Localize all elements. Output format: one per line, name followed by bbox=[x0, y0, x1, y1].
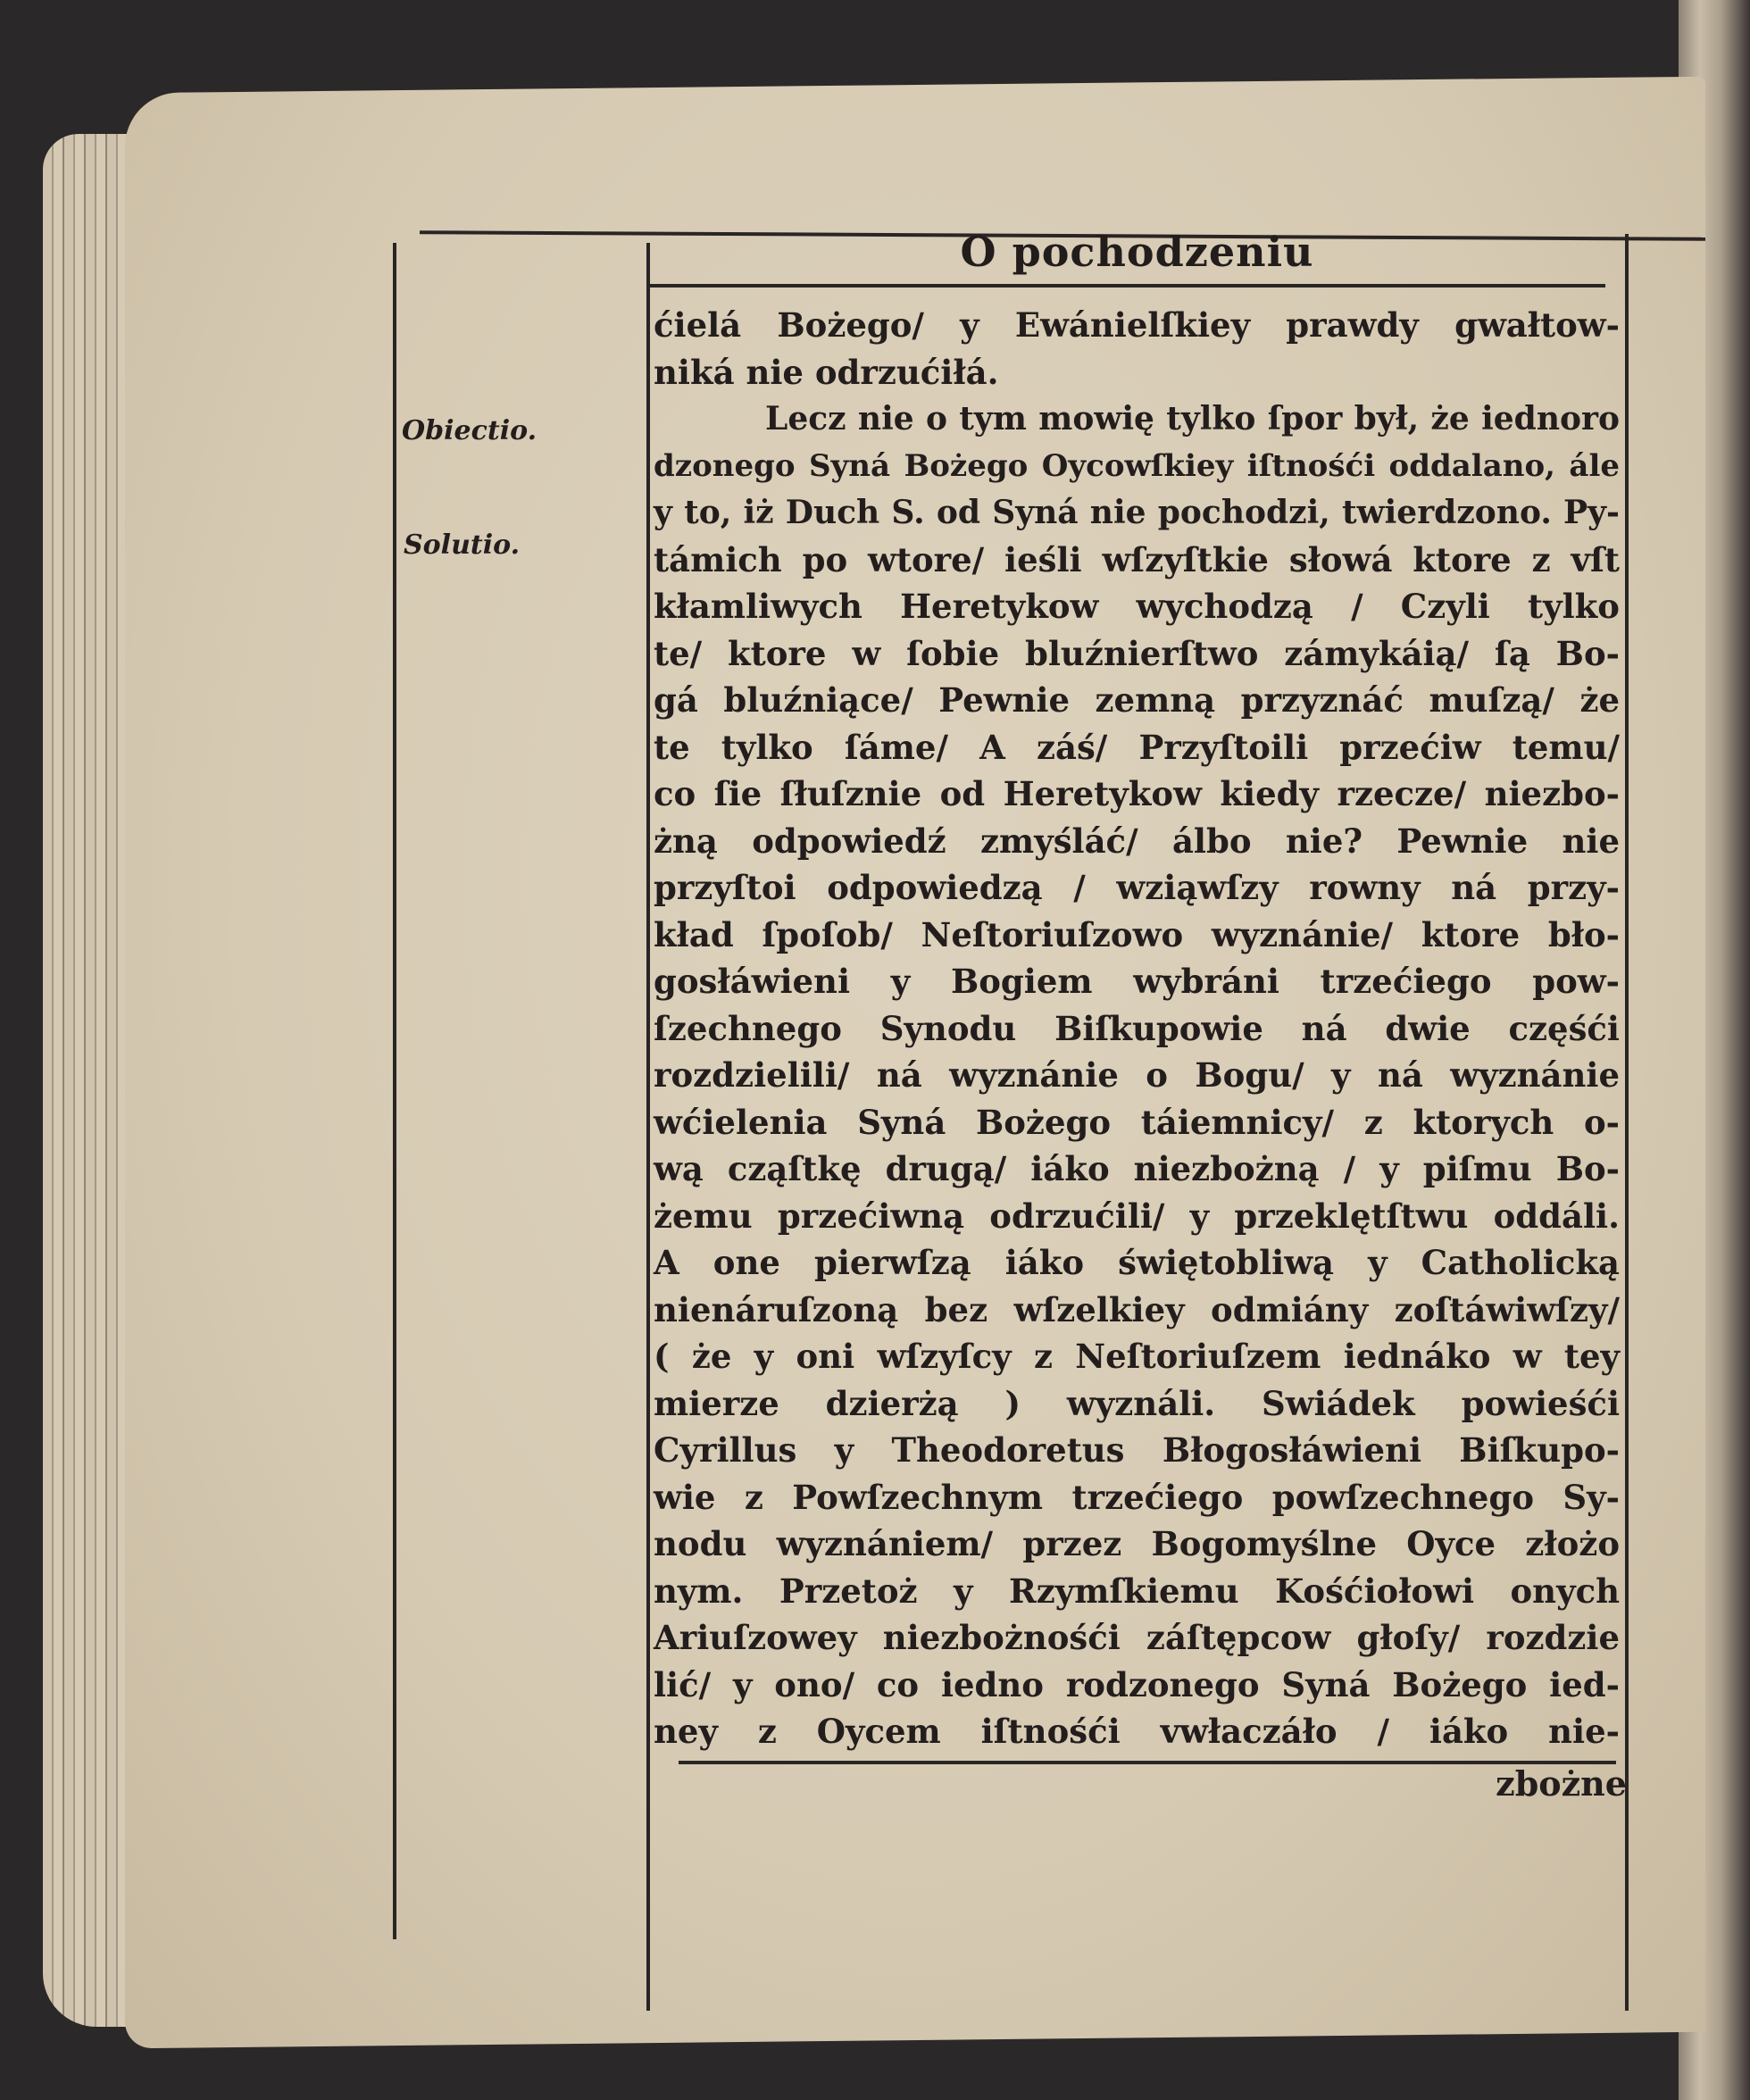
margin-column-left-line bbox=[393, 243, 396, 1939]
header-underline bbox=[650, 284, 1605, 288]
margin-note-solutio: Solutio. bbox=[404, 529, 521, 561]
text-line: ćielá Bożego/ y Ewánielſkiey prawdy gwałtow- bbox=[654, 305, 1620, 345]
text-line: wą cząſtkę drugą/ iáko niezbożną / y piſmu Bo- bbox=[654, 1149, 1620, 1188]
text-line: te tylko ſáme/ A záś/ Przyſtoili przećiw temu/ bbox=[654, 727, 1620, 767]
text-line: kłamliwych Heretykow wychodzą / Czyli tylko bbox=[654, 587, 1620, 626]
text-line: dzonego Syná Bożego Oycowſkiey iſtnośći oddalano, ále bbox=[654, 447, 1620, 484]
text-line: támich po wtore/ ieśli wſzyſtkie słowá ktore z vſt bbox=[654, 539, 1620, 579]
text-line: wćielenia Syná Bożego táiemnicy/ z ktorych o- bbox=[654, 1102, 1620, 1142]
text-line: przyſtoi odpowiedzą / wziąwſzy rowny ná przy- bbox=[654, 868, 1620, 907]
text-line: A one pierwſzą iáko świętobliwą y Catholicką bbox=[654, 1243, 1620, 1282]
margin-note-obiectio: Obiectio. bbox=[402, 415, 538, 446]
text-line: lić/ y ono/ co iedno rodzonego Syná Bożego ied- bbox=[654, 1664, 1620, 1704]
text-line: kład ſpoſob/ Neſtoriuſzowo wyznánie/ ktore bło- bbox=[654, 914, 1620, 954]
text-line: y to, iż Duch S. od Syná nie pochodzi, twierdzono. Py- bbox=[654, 494, 1620, 531]
text-line: gosłáwieni y Bogiem wybráni trzećiego pow- bbox=[654, 962, 1620, 1001]
running-header: O pochodzeniu bbox=[960, 228, 1314, 276]
body-text bbox=[654, 302, 1620, 1755]
text-column-left-line bbox=[646, 243, 650, 2011]
text-line: Ariuſzowey niezbożnośći záſtępcow głoſy/ rozdzie bbox=[654, 1618, 1620, 1657]
bottom-rule bbox=[679, 1761, 1616, 1764]
text-line: ( że y oni wſzyſcy z Neſtoriuſzem iednáko w tey bbox=[654, 1337, 1620, 1376]
text-line: żną odpowiedź zmyśláć/ álbo nie? Pewnie nie bbox=[654, 821, 1620, 861]
text-line: ſzechnego Synodu Biſkupowie ná dwie częśći bbox=[654, 1008, 1620, 1048]
catchword: zbożne bbox=[1496, 1763, 1627, 1804]
text-line: te/ ktore w ſobie bluźnierſtwo zámykáią/ ſą Bo- bbox=[654, 633, 1620, 673]
text-line: rozdzielili/ ná wyznánie o Bogu/ y ná wyznánie bbox=[654, 1055, 1620, 1095]
text-line: nodu wyznániem/ przez Bogomyślne Oyce złożo bbox=[654, 1524, 1620, 1563]
text-line: ney z Oycem iſtnośći vwłaczáło / iáko nie- bbox=[654, 1712, 1620, 1751]
text-column-right-line bbox=[1625, 234, 1629, 2011]
text-line: nienáruſzoną bez wſzelkiey odmiány zoſtáwiwſzy/ bbox=[654, 1289, 1620, 1329]
text-line: co ſie ſłuſznie od Heretykow kiedy rzecze/ niezbo- bbox=[654, 774, 1620, 813]
text-line: nym. Przetoż y Rzymſkiemu Kośćiołowi onych bbox=[654, 1571, 1620, 1611]
text-line: wie z Powſzechnym trzećiego powſzechnego Sy- bbox=[654, 1477, 1620, 1517]
text-line: niká nie odrzućiłá. bbox=[654, 352, 999, 392]
text-line: Cyrillus y Theodoretus Błogosłáwieni Biſkupo- bbox=[654, 1430, 1620, 1470]
text-line: żemu przećiwną odrzućili/ y przeklętſtwu oddáli. bbox=[654, 1196, 1620, 1236]
text-line: Lecz nie o tym mowię tylko ſpor był, że iednoro bbox=[765, 400, 1620, 438]
text-line: mierze dzierżą ) wyználi. Swiádek powieśći bbox=[654, 1383, 1620, 1423]
text-line: gá bluźniące/ Pewnie zemną przyznáć muſzą/ że bbox=[654, 680, 1620, 720]
